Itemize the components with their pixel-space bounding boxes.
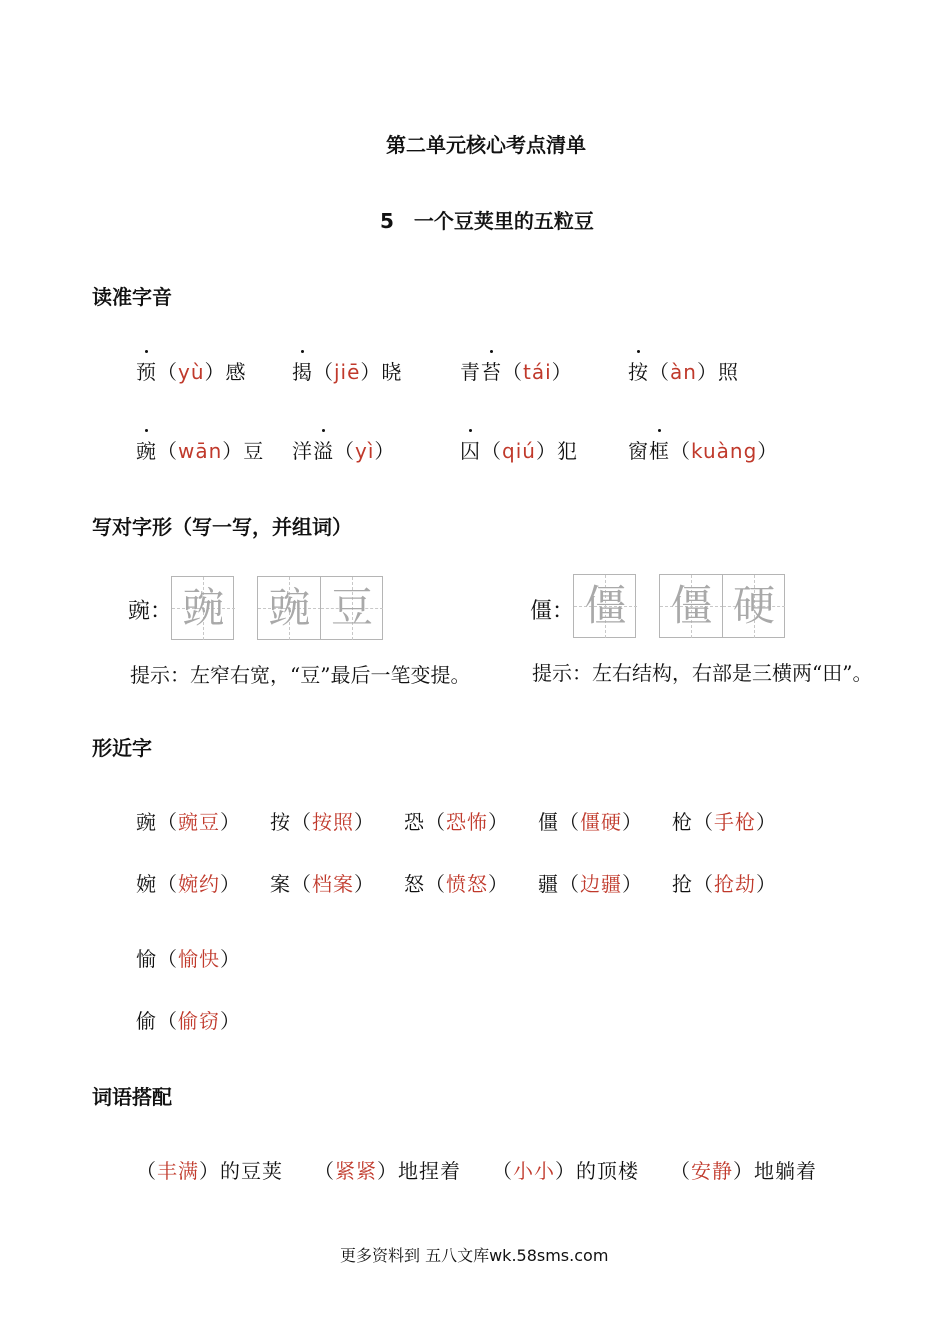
similar-item: 愉（愉快） xyxy=(136,947,241,971)
writing-grid xyxy=(257,576,383,640)
similar-item: 豌（豌豆） xyxy=(136,810,241,834)
similar-item: 疆（边疆） xyxy=(538,872,643,896)
collocation-item: （安静）地躺着 xyxy=(670,1159,817,1183)
pron-item: 窗框（kuàng） xyxy=(628,435,778,464)
lesson-title: 5 一个豆荚里的五粒豆 xyxy=(380,209,594,233)
pron-item: 豌（wān）豆 xyxy=(136,435,264,464)
section-writing: 写对字形（写一写，并组词） xyxy=(92,515,352,539)
writing-label-right: 僵： xyxy=(530,599,575,624)
pron-row-1 xyxy=(136,356,247,385)
page-title: 第二单元核心考点清单 xyxy=(386,133,586,157)
grid-cell: 僵 xyxy=(574,575,637,638)
collocation-item: （紧紧）地捏着 xyxy=(314,1159,461,1183)
writing-hint-left: 提示：左窄右宽，“豆”最后一笔变提。 xyxy=(130,663,471,687)
section-similar: 形近字 xyxy=(92,736,152,760)
similar-item: 恐（恐怖） xyxy=(404,810,509,834)
similar-item: 抢（抢劫） xyxy=(672,872,777,896)
similar-item: 偷（偷窃） xyxy=(136,1009,241,1033)
writing-grid xyxy=(659,574,785,638)
section-pronunciation: 读准字音 xyxy=(92,285,172,309)
writing-label-left: 豌： xyxy=(128,599,173,624)
grid-cell: 豆 xyxy=(320,577,383,640)
writing-grid xyxy=(573,574,636,638)
similar-item: 案（档案） xyxy=(270,872,375,896)
pron-item: 预（yù）感 xyxy=(136,360,247,384)
footer-text: 更多资料到 五八文库wk.58sms.com xyxy=(340,1246,609,1265)
similar-item: 按（按照） xyxy=(270,810,375,834)
pron-item: 洋溢（yì） xyxy=(292,435,395,464)
writing-hint-right: 提示：左右结构，右部是三横两“田”。 xyxy=(532,661,873,685)
grid-cell: 豌 xyxy=(258,577,321,640)
similar-item: 怒（愤怒） xyxy=(404,872,509,896)
collocation-item: （小小）的顶楼 xyxy=(492,1159,639,1183)
grid-cell: 僵 xyxy=(660,575,723,638)
similar-item: 枪（手枪） xyxy=(672,810,777,834)
section-collocation: 词语搭配 xyxy=(92,1085,172,1109)
similar-item: 婉（婉约） xyxy=(136,872,241,896)
pron-item: 青苔（tái） xyxy=(460,356,573,385)
grid-cell: 硬 xyxy=(722,575,785,638)
writing-grid xyxy=(171,576,234,640)
pron-item: 按（àn）照 xyxy=(628,356,739,385)
pron-item: 揭（jiē）晓 xyxy=(292,356,402,385)
pron-item: 囚（qiú）犯 xyxy=(460,435,578,464)
similar-item: 僵（僵硬） xyxy=(538,810,643,834)
collocation-item: （丰满）的豆荚 xyxy=(136,1159,283,1183)
grid-cell: 豌 xyxy=(172,577,235,640)
